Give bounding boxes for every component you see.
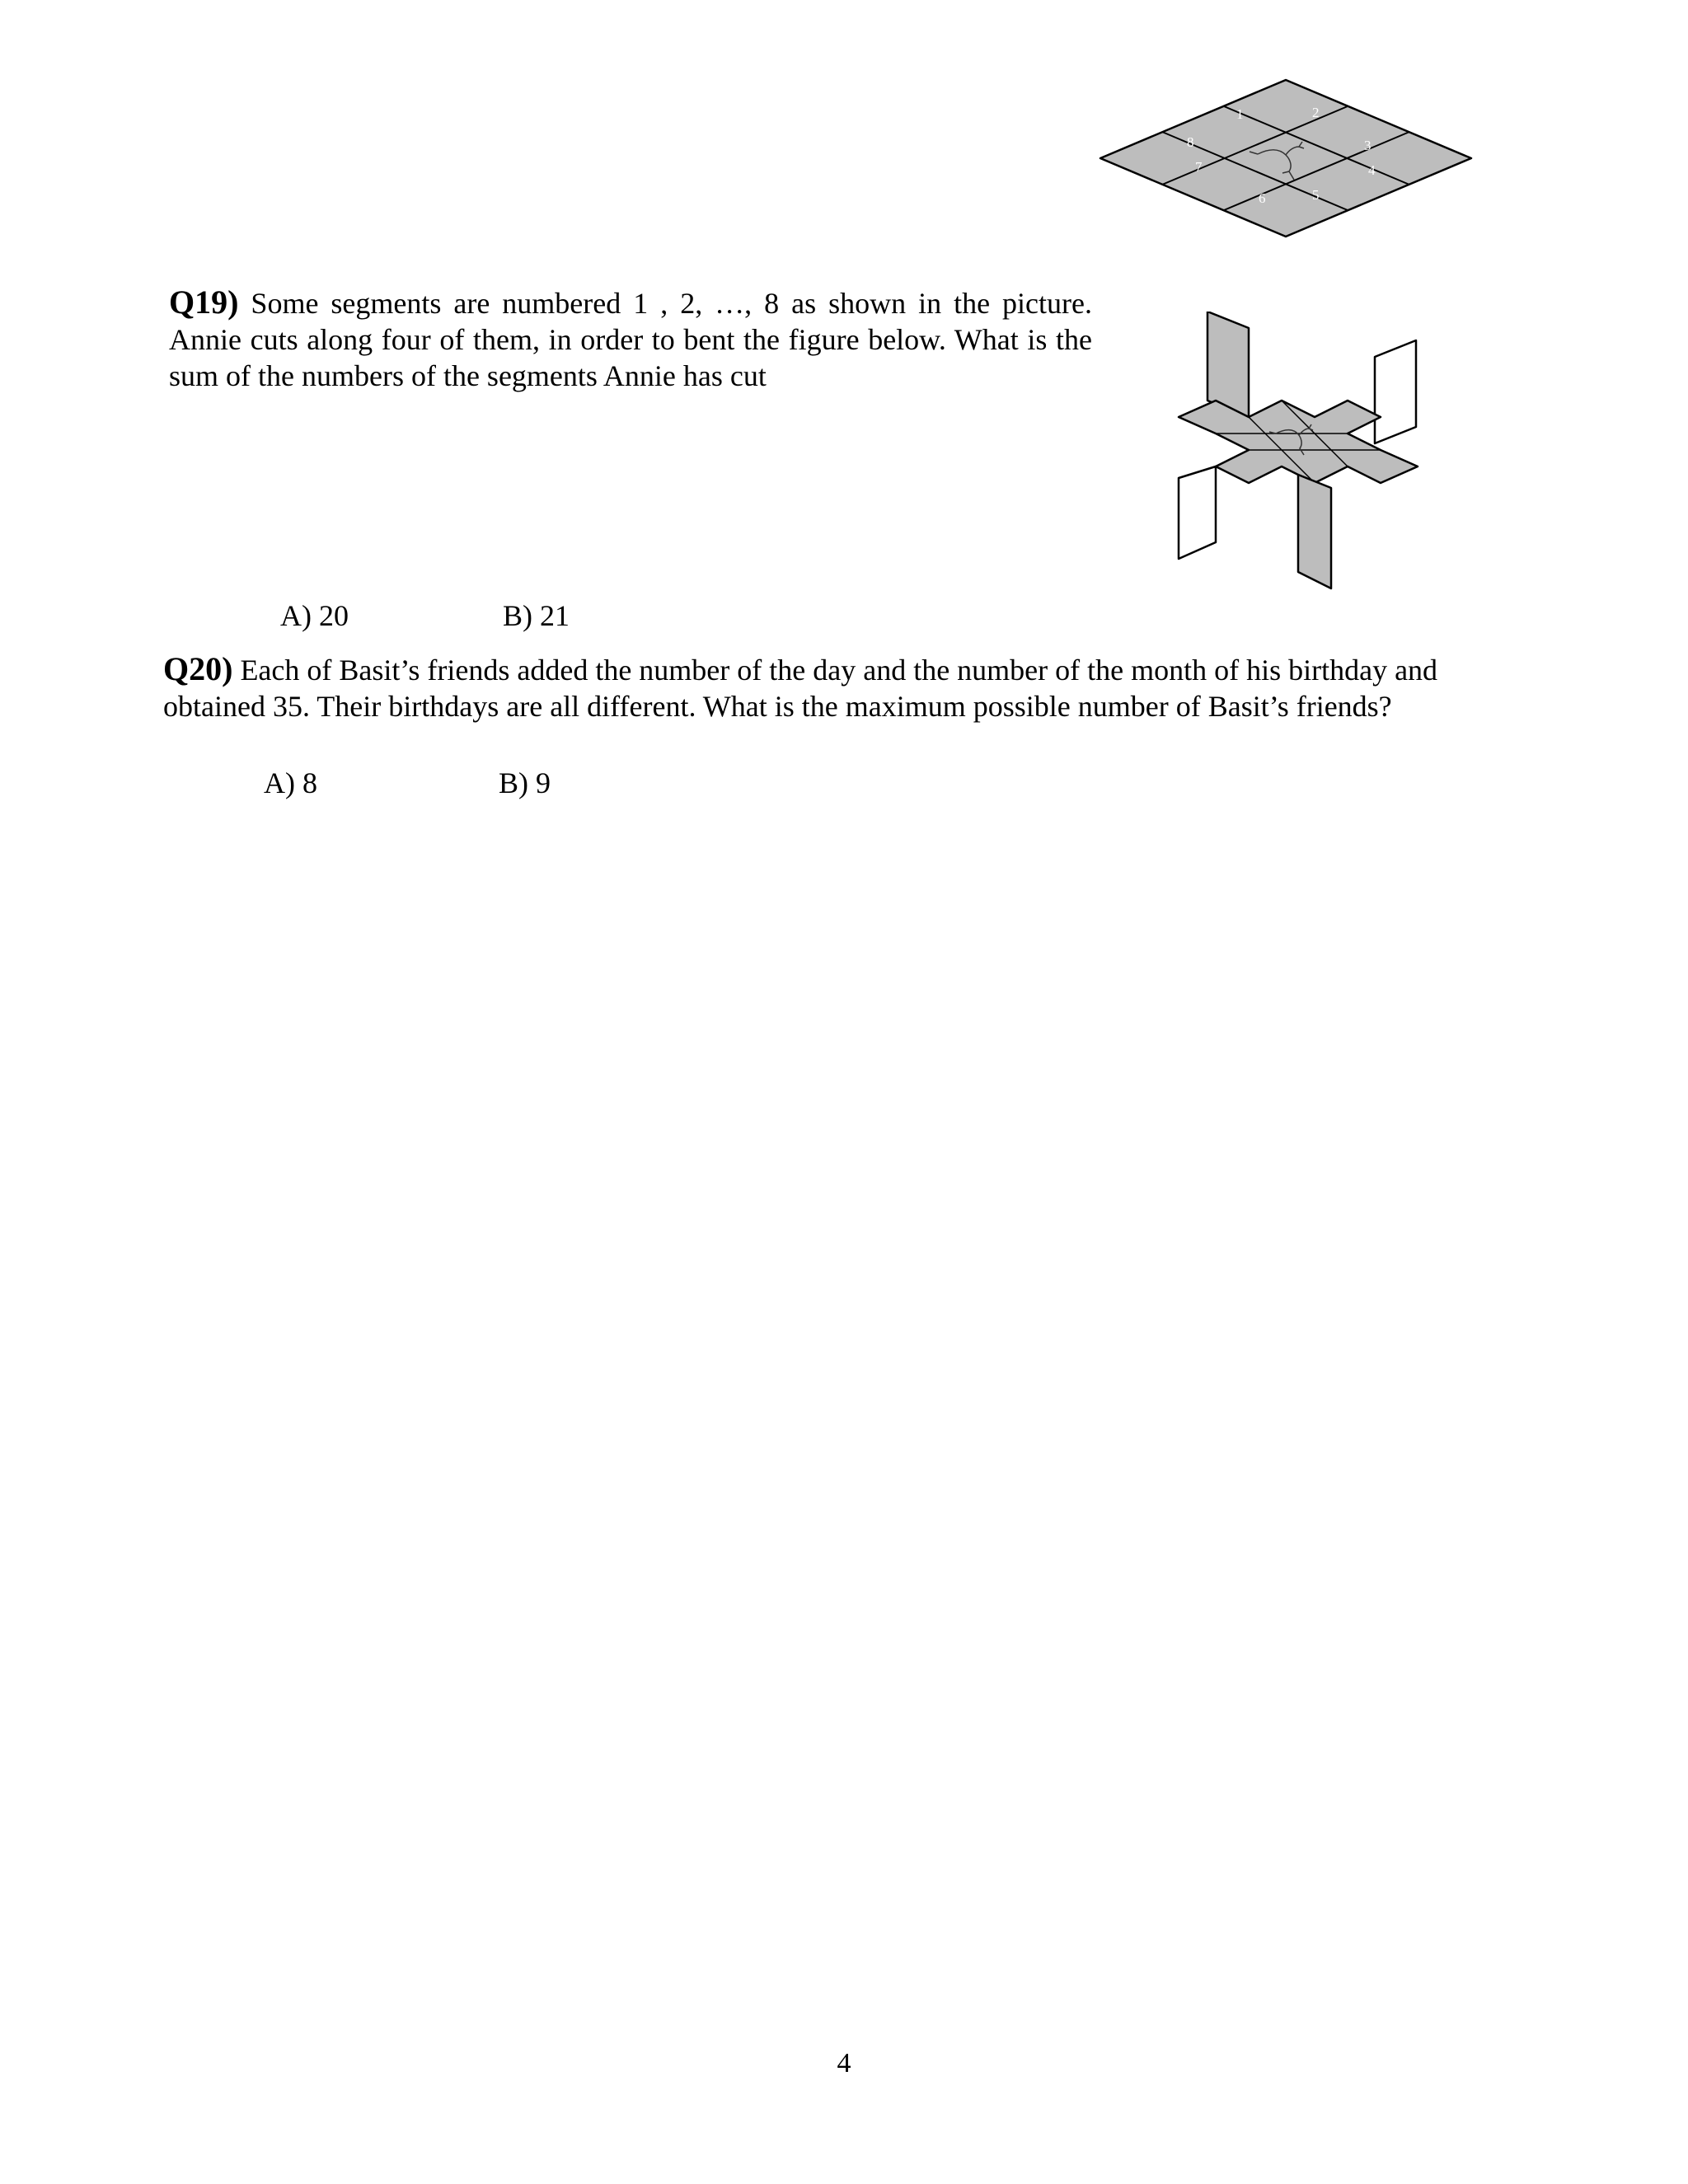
segment-label-2: 2 [1312,105,1320,120]
flat-grid-figure [1096,76,1475,249]
segment-label-8: 8 [1187,134,1194,150]
segment-label-3: 3 [1364,138,1372,153]
question-20-body: Each of Basit’s friends added the number of the day and the number of the month of his birthday and obtained 35. Their birthdays are all different. What is the maximum possible number of Basit’s friends? [163,654,1438,723]
question-20-option-b: B) 9 [499,766,551,799]
upright-panel-front-right [1298,475,1331,588]
page-number: 4 [837,2048,851,2079]
open-panel-back-right [1375,340,1416,443]
segment-label-1: 1 [1236,106,1244,122]
segment-label-5: 5 [1312,187,1320,203]
open-panel-front-left [1179,466,1216,559]
segment-label-6: 6 [1259,190,1266,206]
question-19 [169,284,1092,394]
question-20 [163,651,1515,724]
question-19-label: Q19) [169,284,239,321]
question-20-label: Q20) [163,650,233,687]
question-19-option-a: A) 20 [280,599,349,632]
folded-shape-figure [1170,312,1434,602]
question-19-body: Some segments are numbered 1 , 2, …, 8 as shown in the picture. Annie cuts along four of them, in order to bent the figure below. What is the sum of the numbers of the segments Annie has cut [169,287,1092,392]
question-19-option-b: B) 21 [503,599,570,632]
question-20-option-a: A) 8 [264,766,317,799]
segment-label-7: 7 [1195,159,1203,175]
segment-label-4: 4 [1368,162,1376,178]
